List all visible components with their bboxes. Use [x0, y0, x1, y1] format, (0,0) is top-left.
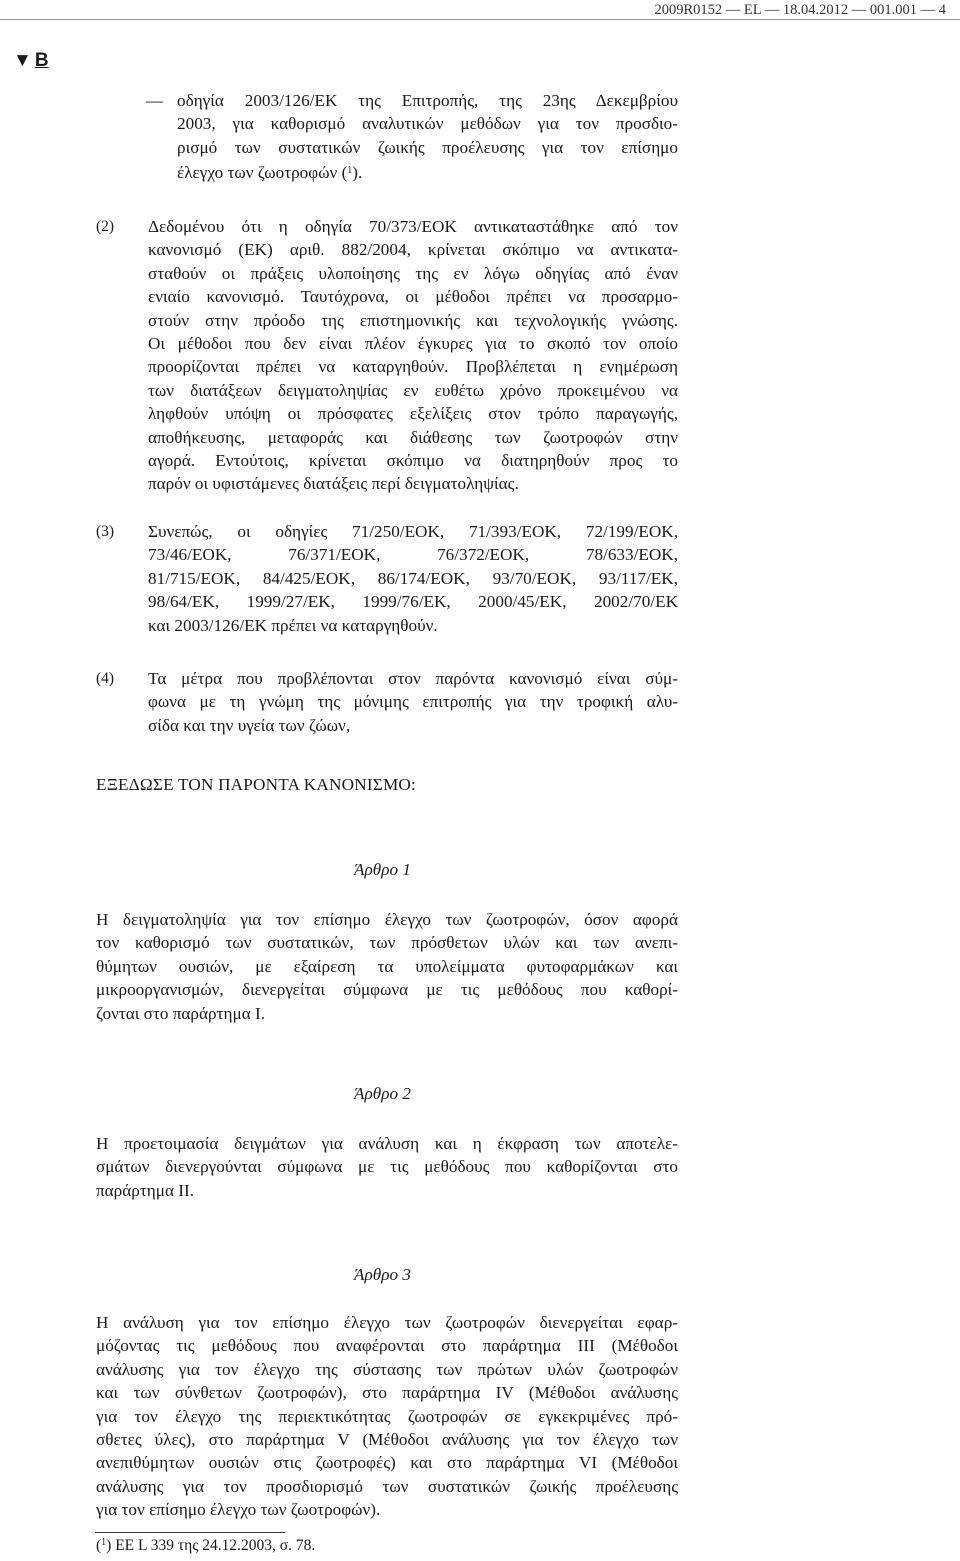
article-3-title: Άρθρο 3	[354, 1265, 411, 1284]
text-line: κανονισμό (ΕΚ) αριθ. 882/2004, κρίνεται σκόπιμο να αντικατα-	[148, 240, 678, 260]
text-line: Η προετοιμασία δειγμάτων για ανάλυση και η έκφραση των αποτελε-	[96, 1134, 678, 1153]
text-line: οδηγία 2003/126/ΕΚ της Επιτροπής, της 23ης Δεκεμβρίου	[177, 91, 678, 110]
page-header	[0, 0, 960, 22]
text-line: Οι μέθοδοι που δεν είναι πλέον έγκυρες για το σκοπό τον οποίο	[148, 334, 678, 354]
text-line: σταθούν οι πράξεις υλοποίησης της εν λόγω οδηγίας από έναν	[148, 263, 678, 283]
text-line: ληφθούν υπόψη οι πρόσφατες εξελίξεις στον τρόπο παραγωγής,	[148, 404, 678, 424]
recital-4	[148, 667, 678, 737]
text-line: ανάλυσης για τον προσδιορισμό των συστατικών ζωικής προέλευσης	[96, 1476, 678, 1496]
article-1-title: Άρθρο 1	[354, 860, 411, 879]
text-line: ανεπιθύμητων ουσιών στις ζωοτροφές) και στο παράρτημα VI (Μέθοδοι	[96, 1453, 678, 1473]
text-line: και των σύνθετων ζωοτροφών), στο παράρτημα IV (Μέθοδοι ανάλυσης	[96, 1383, 678, 1403]
footnote-ref[interactable]: 1	[347, 165, 353, 177]
header-rule	[0, 19, 960, 20]
text-line: ρισμό των συστατικών ζωικής προέλευσης για τον επίσημο	[177, 137, 678, 157]
text-line: θύμητων ουσιών, με εξαίρεση τα υπολείμματα φυτοφαρμάκων και	[96, 956, 678, 976]
text-line: των διατάξεων δειγματοληψίας εν ευθέτω χρόνο προκειμένου να	[148, 380, 678, 400]
text-line: 81/715/ΕΟΚ, 84/425/ΕΟΚ, 86/174/ΕΟΚ, 93/70/ΕΟΚ, 93/117/ΕΚ,	[148, 568, 678, 588]
recital-2	[148, 215, 678, 496]
article-1-body	[96, 908, 678, 1025]
recital-number: (2)	[96, 218, 115, 235]
text-line: τον καθορισμό των συστατικών, των πρόσθετων υλών και των ανεπι-	[96, 933, 678, 953]
text-line: Η ανάλυση για τον επίσημο έλεγχο των ζωοτροφών διενεργείται εφαρ-	[96, 1313, 678, 1332]
text-line: ανάλυσης για τον έλεγχο της σύστασης των πρώτων υλών ζωοτροφών	[96, 1359, 678, 1379]
text-line: και 2003/126/ΕΚ πρέπει να καταργηθούν.	[148, 615, 438, 635]
bullet-item-directive	[177, 89, 678, 185]
recital-3	[148, 520, 678, 637]
text-line: παρόν οι υφιστάμενες διατάξεις περί δειγματοληψίας.	[148, 474, 519, 494]
adoption-heading: ΕΞΕΔΩΣΕ ΤΟΝ ΠΑΡΟΝΤΑ ΚΑΝΟΝΙΣΜΟ:	[96, 775, 417, 794]
text-line: σμάτων διενεργούνται σύμφωνα με τις μεθόδους που καθορίζονται στο	[96, 1157, 678, 1177]
text-line: Συνεπώς, οι οδηγίες 71/250/ΕΟΚ, 71/393/ΕΟΚ, 72/199/ΕΟΚ,	[148, 522, 678, 541]
text-line: για τον έλεγχο της περιεκτικότητας ζωοτροφών σε εγκεκριμένες πρό-	[96, 1406, 678, 1426]
text-line: ενιαίο κανονισμό. Ταυτόχρονα, οι μέθοδοι πρέπει να προσαρμο-	[148, 287, 678, 307]
text-line: έλεγχο των ζωοτροφών ($^1$).	[177, 163, 363, 183]
text-line: αποθήκευσης, μεταφοράς και διάθεσης των ζωοτροφών στην	[148, 427, 678, 447]
text-line: μικροοργανισμών, διενεργείται σύμφωνα με τις μεθόδους που καθορί-	[96, 980, 678, 1000]
text-line: 2003, για καθορισμό αναλυτικών μεθόδων για τον προσδιο-	[177, 114, 678, 134]
article-2-body	[96, 1132, 678, 1202]
amendment-marker	[13, 50, 49, 72]
text-line: Η δειγματοληψία για τον επίσημο έλεγχο των ζωοτροφών, όσον αφορά	[96, 910, 678, 929]
text-line: προορίζονται πρέπει να καταργηθούν. Προβλέπεται η ενημέρωση	[148, 357, 678, 377]
recital-number: (3)	[96, 523, 115, 540]
text-line: για τον επίσημο έλεγχο των ζωοτροφών).	[96, 1500, 381, 1520]
dash-bullet: —	[146, 91, 164, 110]
text-line: ζονται στο παράρτημα I.	[96, 1003, 266, 1023]
text-line: φωνα με τη γνώμη της μόνιμης επιτροπής για την τροφική αλυ-	[148, 692, 678, 712]
text-line: στούν στην πρόοδο της επιστημονικής και τεχνολογικής γνώσης.	[148, 310, 678, 330]
recital-number: (4)	[96, 670, 115, 687]
footnote-number: 1	[101, 1537, 107, 1548]
text-line: 73/46/ΕΟΚ, 76/371/ΕΟΚ, 76/372/ΕΟΚ, 78/633/ΕΟΚ,	[148, 545, 678, 565]
footnote-text: ΕΕ L 339 της 24.12.2003, σ. 78.	[111, 1537, 316, 1554]
marker-letter: B	[34, 50, 49, 71]
text-line: μόζοντας τις μεθόδους που αναφέρονται στο παράρτημα III (Μέθοδοι	[96, 1336, 678, 1356]
text-line: αγορά. Εντούτοις, κρίνεται σκόπιμο να διατηρηθούν προς το	[148, 451, 678, 471]
text-line: παράρτημα II.	[96, 1180, 194, 1200]
text-line: 98/64/ΕΚ, 1999/27/ΕΚ, 1999/76/ΕΚ, 2000/45/ΕΚ, 2002/70/ΕΚ	[148, 592, 678, 612]
document-reference: 2009R0152 — EL — 18.04.2012 — 001.001 — 4	[654, 2, 946, 18]
text-line: σίδα και την υγεία των ζώων,	[148, 715, 351, 735]
triangle-down-icon: ▼	[13, 50, 32, 71]
text-line: Τα μέτρα που προβλέπονται στον παρόντα κανονισμό είναι σύμ-	[148, 669, 678, 688]
footnote: ($^1$) ΕΕ L 339 της 24.12.2003, σ. 78.	[96, 1537, 316, 1554]
article-3-body	[96, 1311, 678, 1522]
footnote-separator	[95, 1532, 285, 1533]
text-line: Δεδομένου ότι η οδηγία 70/373/ΕΟΚ αντικαταστάθηκε από τον	[148, 217, 678, 236]
article-2-title: Άρθρο 2	[354, 1084, 411, 1103]
text-line: σθετες ύλες), στο παράρτημα V (Μέθοδοι ανάλυσης για τον έλεγχο των	[96, 1430, 678, 1450]
